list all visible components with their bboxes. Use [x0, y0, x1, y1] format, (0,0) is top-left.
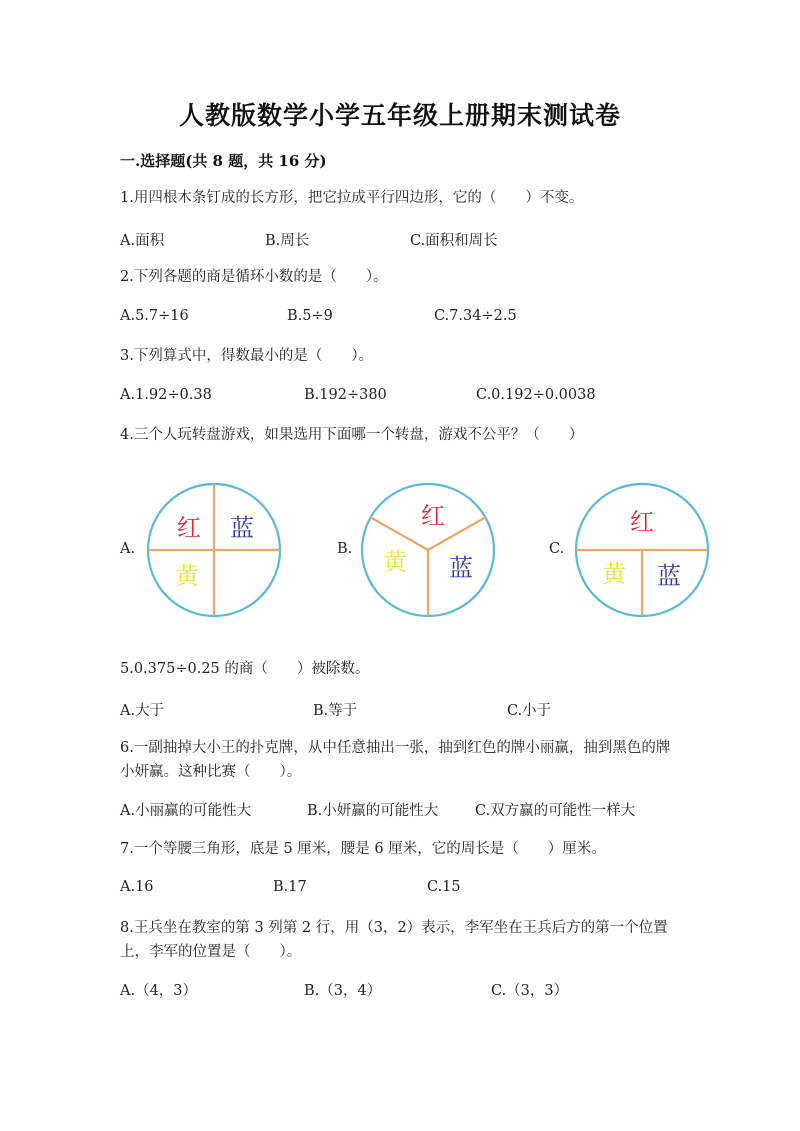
q7-option-c[interactable]: C.15 [427, 879, 461, 895]
spinner-a-red-text: 红 [177, 514, 201, 542]
q5-option-c[interactable]: C.小于 [507, 703, 552, 719]
question-3: 3.下列算式中，得数最小的是（ ）。 [120, 348, 374, 364]
q8-option-a[interactable]: A.（4，3） [120, 983, 198, 999]
q6-option-c[interactable]: C.双方赢的可能性一样大 [475, 803, 636, 819]
q5-option-a[interactable]: A.大于 [120, 703, 165, 719]
q3-option-b[interactable]: B.192÷380 [304, 387, 387, 403]
spinner-b-yellow-text: 黄 [383, 548, 407, 576]
spinner-a[interactable] [145, 482, 285, 622]
q1-option-b[interactable]: B.周长 [265, 233, 310, 249]
q7-option-a[interactable]: A.16 [120, 879, 154, 895]
q3-option-a[interactable]: A.1.92÷0.38 [120, 387, 212, 403]
spinner-a-blue-text: 蓝 [230, 514, 254, 542]
question-2: 2.下列各题的商是循环小数的是（ ）。 [120, 269, 388, 285]
question-7: 7.一个等腰三角形，底是 5 厘米，腰是 6 厘米，它的周长是（ ）厘米。 [120, 841, 606, 857]
spinner-c-red-text: 红 [630, 508, 654, 536]
q6-option-b[interactable]: B.小妍赢的可能性大 [307, 803, 439, 819]
spinner-a-yellow-text: 黄 [175, 562, 199, 590]
section-header: 一.选择题(共 8 题，共 16 分) [120, 152, 327, 170]
q7-option-b[interactable]: B.17 [273, 879, 307, 895]
spinner-b-blue-text: 蓝 [449, 554, 473, 582]
q4-option-b[interactable]: B. [337, 541, 353, 557]
q1-option-a[interactable]: A.面积 [120, 233, 165, 249]
spinner-c-blue-text: 蓝 [657, 562, 681, 590]
spinner-c-yellow-text: 黄 [602, 560, 626, 588]
question-6: 6.一副抽掉大小王的扑克牌，从中任意抽出一张，抽到红色的牌小丽赢，抽到黑色的牌小妍赢。这种比赛（ ）。 [120, 740, 671, 780]
question-4: 4.三个人玩转盘游戏，如果选用下面哪一个转盘，游戏不公平？（ ） [120, 427, 584, 443]
q2-option-c[interactable]: C.7.34÷2.5 [434, 308, 517, 324]
q6-option-a[interactable]: A.小丽赢的可能性大 [120, 803, 252, 819]
spinner-b-red-text: 红 [421, 502, 445, 530]
q8-option-c[interactable]: C.（3，3） [491, 983, 569, 999]
q5-option-b[interactable]: B.等于 [313, 703, 358, 719]
q2-option-b[interactable]: B.5÷9 [287, 308, 333, 324]
q3-option-c[interactable]: C.0.192÷0.0038 [476, 387, 596, 403]
q8-option-b[interactable]: B.（3，4） [304, 983, 382, 999]
question-8: 8.王兵坐在教室的第 3 列第 2 行，用（3，2）表示，李军坐在王兵后方的第一个位置上，李军的位置是（ ）。 [120, 920, 668, 960]
spinner-c[interactable] [574, 482, 714, 622]
q4-option-a[interactable]: A. [120, 541, 136, 557]
q2-option-a[interactable]: A.5.7÷16 [120, 308, 189, 324]
question-5: 5.0.375÷0.25 的商（ ）被除数。 [120, 661, 370, 677]
page-title: 人教版数学小学五年级上册期末测试卷 [178, 101, 621, 130]
question-1: 1.用四根木条钉成的长方形，把它拉成平行四边形，它的（ ）不变。 [120, 190, 584, 206]
q4-option-c[interactable]: C. [549, 541, 565, 557]
q1-option-c[interactable]: C.面积和周长 [410, 233, 498, 249]
spinner-b[interactable] [360, 482, 500, 622]
